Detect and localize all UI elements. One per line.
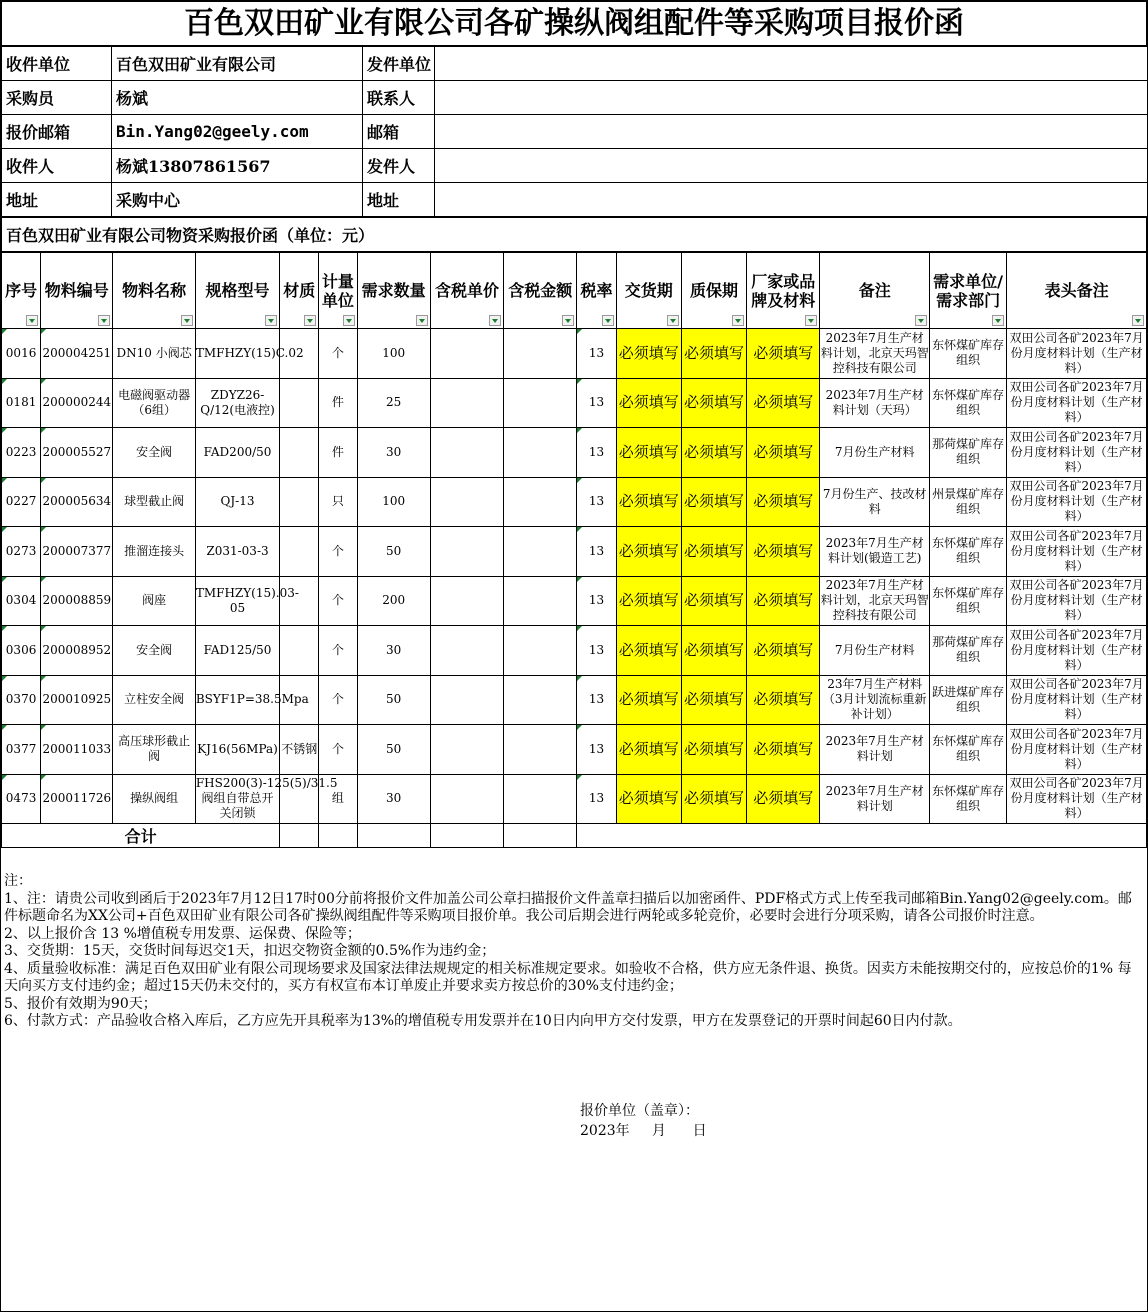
name-cell: 球型截止阀 <box>113 477 195 527</box>
table-row <box>2 576 1147 626</box>
header-label: 计量单位 <box>321 271 354 310</box>
material-cell <box>280 576 319 626</box>
total-label: 合计 <box>2 824 280 848</box>
notes-heading: 注： <box>4 873 32 889</box>
brand-input[interactable]: 必须填写 <box>747 477 820 527</box>
header-label: 物料名称 <box>122 281 187 300</box>
delivery-input[interactable]: 必须填写 <box>616 378 681 428</box>
header-remark-cell: 双田公司各矿2023年7月份月度材料计划（生产材料） <box>1007 477 1147 527</box>
amount-input[interactable] <box>504 576 577 626</box>
info-value: 百色双田矿业有限公司 <box>112 47 363 81</box>
info-row <box>2 115 1148 149</box>
unit-cell: 个 <box>319 576 357 626</box>
info-sender-input[interactable] <box>435 47 1148 81</box>
signature-block <box>580 1101 707 1141</box>
note-line: 5、报价有效期为90天； <box>4 995 157 1012</box>
info-value: 采购中心 <box>112 183 363 217</box>
dept-cell: 东怀煤矿库存组织 <box>929 725 1006 775</box>
filter-dropdown-icon[interactable] <box>667 315 679 326</box>
delivery-input[interactable]: 必须填写 <box>616 428 681 478</box>
name-cell: DN10 小阀芯 <box>113 329 195 379</box>
spec-cell: QJ-13 <box>195 477 279 527</box>
seq-cell: 0306 <box>2 626 41 676</box>
header-remark-cell: 双田公司各矿2023年7月份月度材料计划（生产材料） <box>1007 725 1147 775</box>
table-row <box>2 527 1147 577</box>
unit-cell: 个 <box>319 675 357 725</box>
seq-cell: 0273 <box>2 527 41 577</box>
info-label-sender: 地址 <box>363 183 435 217</box>
header-label: 厂家或品牌及材料 <box>751 271 816 310</box>
header-spec <box>195 253 279 329</box>
table-row <box>2 329 1147 379</box>
unit-price-input[interactable] <box>430 725 503 775</box>
qty-cell: 50 <box>357 527 430 577</box>
name-cell: 安全阀 <box>113 428 195 478</box>
qty-cell: 100 <box>357 477 430 527</box>
dept-cell: 东怀煤矿库存组织 <box>929 329 1006 379</box>
note-line: 2、以上报价含 13 %增值税专用发票、运保费、保险等； <box>4 925 361 942</box>
info-label: 收件单位 <box>2 47 112 81</box>
filter-dropdown-icon[interactable] <box>602 315 614 326</box>
header-remark-cell: 双田公司各矿2023年7月份月度材料计划（生产材料） <box>1007 576 1147 626</box>
header-remark-cell: 双田公司各矿2023年7月份月度材料计划（生产材料） <box>1007 675 1147 725</box>
amount-input[interactable] <box>504 725 577 775</box>
info-sender-input[interactable] <box>435 115 1148 149</box>
filter-dropdown-icon[interactable] <box>265 315 277 326</box>
total-row <box>2 824 1147 848</box>
header-label: 含税金额 <box>508 281 573 300</box>
name-cell: 高压球形截止阀 <box>113 725 195 775</box>
header-qty <box>357 253 430 329</box>
header-delivery <box>616 253 681 329</box>
dept-cell: 东怀煤矿库存组织 <box>929 527 1006 577</box>
filter-dropdown-icon[interactable] <box>98 315 110 326</box>
warranty-input[interactable]: 必须填写 <box>681 527 746 577</box>
material-cell <box>280 527 319 577</box>
amount-input[interactable] <box>504 477 577 527</box>
qty-cell: 30 <box>357 626 430 676</box>
info-label-sender: 发件单位 <box>363 47 435 81</box>
name-cell: 阀座 <box>113 576 195 626</box>
qty-cell: 50 <box>357 675 430 725</box>
info-label: 采购员 <box>2 81 112 115</box>
warranty-input[interactable]: 必须填写 <box>681 774 746 824</box>
code-cell: 200004251 <box>41 329 113 379</box>
header-code <box>41 253 113 329</box>
spec-cell: Z031-03-3 <box>195 527 279 577</box>
filter-dropdown-icon[interactable] <box>26 315 38 326</box>
tax-cell: 13 <box>577 675 616 725</box>
code-cell: 200010925 <box>41 675 113 725</box>
dept-cell: 跃进煤矿库存组织 <box>929 675 1006 725</box>
unit-cell: 个 <box>319 626 357 676</box>
remark-cell: 7月份生产材料 <box>820 626 929 676</box>
tax-cell: 13 <box>577 576 616 626</box>
table-subtitle: 百色双田矿业有限公司物资采购报价函（单位：元） <box>2 218 1147 252</box>
material-cell <box>280 329 319 379</box>
unit-cell: 只 <box>319 477 357 527</box>
amount-input[interactable] <box>504 527 577 577</box>
header-remark-cell: 双田公司各矿2023年7月份月度材料计划（生产材料） <box>1007 527 1147 577</box>
filter-dropdown-icon[interactable] <box>416 315 428 326</box>
remark-cell: 23年7月生产材料（3月计划流标重新补计划） <box>820 675 929 725</box>
quote-unit-label: 报价单位（盖章）： <box>580 1103 699 1119</box>
remark-cell: 2023年7月生产材料计划 <box>820 725 929 775</box>
filter-dropdown-icon[interactable] <box>304 315 316 326</box>
seq-cell: 0370 <box>2 675 41 725</box>
tax-cell: 13 <box>577 378 616 428</box>
code-cell: 200008952 <box>41 626 113 676</box>
name-cell: 立柱安全阀 <box>113 675 195 725</box>
header-brand <box>747 253 820 329</box>
signature-date: 2023年 月 日 <box>580 1123 707 1139</box>
info-row <box>2 183 1148 217</box>
header-remark-cell: 双田公司各矿2023年7月份月度材料计划（生产材料） <box>1007 378 1147 428</box>
filter-dropdown-icon[interactable] <box>805 315 817 326</box>
header-remark-cell: 双田公司各矿2023年7月份月度材料计划（生产材料） <box>1007 774 1147 824</box>
seq-cell: 0227 <box>2 477 41 527</box>
warranty-input[interactable]: 必须填写 <box>681 477 746 527</box>
unit-cell: 件 <box>319 428 357 478</box>
brand-input[interactable]: 必须填写 <box>747 725 820 775</box>
filter-dropdown-icon[interactable] <box>1132 315 1144 326</box>
amount-input[interactable] <box>504 428 577 478</box>
unit-price-input[interactable] <box>430 576 503 626</box>
code-cell: 200005527 <box>41 428 113 478</box>
seq-cell: 0223 <box>2 428 41 478</box>
seq-cell: 0377 <box>2 725 41 775</box>
header-tax <box>577 253 616 329</box>
delivery-input[interactable]: 必须填写 <box>616 477 681 527</box>
info-label-sender: 联系人 <box>363 81 435 115</box>
spec-cell: TMFHZY(15)C.02 <box>195 329 279 379</box>
table-row <box>2 774 1147 824</box>
remark-cell: 7月份生产材料 <box>820 428 929 478</box>
header-seq <box>2 253 41 329</box>
warranty-input[interactable]: 必须填写 <box>681 329 746 379</box>
unit-price-input[interactable] <box>430 675 503 725</box>
info-value: 杨斌13807861567 <box>112 149 363 183</box>
header-unit <box>319 253 357 329</box>
dept-cell: 州景煤矿库存组织 <box>929 477 1006 527</box>
header-amount <box>504 253 577 329</box>
header-label: 表头备注 <box>1044 281 1109 300</box>
filter-dropdown-icon[interactable] <box>732 315 744 326</box>
info-value: 杨斌 <box>112 81 363 115</box>
filter-dropdown-icon[interactable] <box>181 315 193 326</box>
tax-cell: 13 <box>577 725 616 775</box>
unit-price-input[interactable] <box>430 527 503 577</box>
brand-input[interactable]: 必须填写 <box>747 675 820 725</box>
header-material <box>280 253 319 329</box>
quotation-table <box>1 252 1147 848</box>
warranty-input[interactable]: 必须填写 <box>681 576 746 626</box>
filter-dropdown-icon[interactable] <box>343 315 355 326</box>
dept-cell: 东怀煤矿库存组织 <box>929 378 1006 428</box>
info-label-sender: 发件人 <box>363 149 435 183</box>
header-label: 交货期 <box>624 281 673 300</box>
table-row <box>2 725 1147 775</box>
header-label: 质保期 <box>690 281 739 300</box>
header-remark-cell: 双田公司各矿2023年7月份月度材料计划（生产材料） <box>1007 428 1147 478</box>
qty-cell: 25 <box>357 378 430 428</box>
seq-cell: 0473 <box>2 774 41 824</box>
header-label: 税率 <box>580 281 613 300</box>
delivery-input[interactable]: 必须填写 <box>616 626 681 676</box>
table-row <box>2 378 1147 428</box>
delivery-input[interactable]: 必须填写 <box>616 576 681 626</box>
code-cell: 200000244 <box>41 378 113 428</box>
material-cell <box>280 774 319 824</box>
spec-cell: FAD125/50 <box>195 626 279 676</box>
spec-cell: BSYF1P=38.5Mpa <box>195 675 279 725</box>
spec-cell: KJ16(56MPa) <box>195 725 279 775</box>
info-sender-input[interactable] <box>435 81 1148 115</box>
material-cell <box>280 675 319 725</box>
remark-cell: 2023年7月生产材料计划，北京天玛智控科技有限公司 <box>820 329 929 379</box>
table-row <box>2 626 1147 676</box>
delivery-input[interactable]: 必须填写 <box>616 329 681 379</box>
delivery-input[interactable]: 必须填写 <box>616 527 681 577</box>
amount-input[interactable] <box>504 774 577 824</box>
name-cell: 操纵阀组 <box>113 774 195 824</box>
header-label: 序号 <box>5 281 38 300</box>
remark-cell: 7月份生产、技改材料 <box>820 477 929 527</box>
filter-dropdown-icon[interactable] <box>992 315 1004 326</box>
filter-dropdown-icon[interactable] <box>915 315 927 326</box>
name-cell: 安全阀 <box>113 626 195 676</box>
info-value: Bin.Yang02@geely.com <box>112 115 363 149</box>
code-cell: 200007377 <box>41 527 113 577</box>
seq-cell: 0181 <box>2 378 41 428</box>
dept-cell: 那荷煤矿库存组织 <box>929 428 1006 478</box>
unit-cell: 个 <box>319 725 357 775</box>
info-label-sender: 邮箱 <box>363 115 435 149</box>
remark-cell: 2023年7月生产材料计划(锻造工艺) <box>820 527 929 577</box>
brand-input[interactable]: 必须填写 <box>747 428 820 478</box>
amount-input[interactable] <box>504 329 577 379</box>
qty-cell: 100 <box>357 329 430 379</box>
unit-cell: 个 <box>319 329 357 379</box>
filter-dropdown-icon[interactable] <box>562 315 574 326</box>
amount-input[interactable] <box>504 626 577 676</box>
note-line: 3、交货期：15天，交货时间每迟交1天，扣迟交物资金额的0.5%作为违约金； <box>4 943 496 959</box>
seq-cell: 0016 <box>2 329 41 379</box>
header-dept <box>929 253 1006 329</box>
unit-price-input[interactable] <box>430 774 503 824</box>
unit-price-input[interactable] <box>430 329 503 379</box>
tax-cell: 13 <box>577 329 616 379</box>
header-warranty <box>681 253 746 329</box>
info-table <box>1 46 1148 217</box>
spec-cell: TMFHZY(15).03-05 <box>195 576 279 626</box>
note-line: 4、质量验收标准：满足百色双田矿业有限公司现场要求及国家法律法规规定的相关标准规定要求。如验收不合格，供方应无条件退、换货。因卖方未能按期交付的，应按总价的1% 每天向买方支付违约金；超过15天仍未交付的，买方有权宣布本订单废止并要求卖方按总价的30%支付违约金； <box>4 960 1132 994</box>
header-name <box>113 253 195 329</box>
table-row <box>2 477 1147 527</box>
code-cell: 200008859 <box>41 576 113 626</box>
info-sender-input[interactable] <box>435 149 1148 183</box>
header-label: 材质 <box>283 281 316 300</box>
remark-cell: 2023年7月生产材料计划 <box>820 774 929 824</box>
delivery-input[interactable]: 必须填写 <box>616 774 681 824</box>
unit-cell: 件 <box>319 378 357 428</box>
name-cell: 电磁阀驱动器（6组） <box>113 378 195 428</box>
code-cell: 200005634 <box>41 477 113 527</box>
note-line: 6、付款方式：产品验收合格入库后，乙方应先开具税率为13%的增值税专用发票并在10日内向甲方交付发票，甲方在发票登记的开票时间起60日内付款。 <box>4 1013 962 1029</box>
info-sender-input[interactable] <box>435 183 1148 217</box>
table-row <box>2 675 1147 725</box>
warranty-input[interactable]: 必须填写 <box>681 378 746 428</box>
info-label: 收件人 <box>2 149 112 183</box>
filter-dropdown-icon[interactable] <box>489 315 501 326</box>
remark-cell: 2023年7月生产材料计划（天玛） <box>820 378 929 428</box>
tax-cell: 13 <box>577 477 616 527</box>
qty-cell: 50 <box>357 725 430 775</box>
header-remark-cell: 双田公司各矿2023年7月份月度材料计划（生产材料） <box>1007 626 1147 676</box>
subtitle-table <box>1 217 1147 252</box>
header-remark-cell: 双田公司各矿2023年7月份月度材料计划（生产材料） <box>1007 329 1147 379</box>
amount-input[interactable] <box>504 675 577 725</box>
code-cell: 200011033 <box>41 725 113 775</box>
unit-price-input[interactable] <box>430 477 503 527</box>
spec-cell: FAD200/50 <box>195 428 279 478</box>
title-table <box>1 1 1147 46</box>
info-row <box>2 47 1148 81</box>
warranty-input[interactable]: 必须填写 <box>681 675 746 725</box>
header-label: 需求数量 <box>361 281 426 300</box>
remark-cell: 2023年7月生产材料计划，北京天玛智控科技有限公司 <box>820 576 929 626</box>
page-title: 百色双田矿业有限公司各矿操纵阀组配件等采购项目报价函 <box>2 2 1147 46</box>
total-amount-cell[interactable] <box>504 824 577 848</box>
code-cell: 200011726 <box>41 774 113 824</box>
header-remark <box>820 253 929 329</box>
amount-input[interactable] <box>504 378 577 428</box>
header-header-remark <box>1007 253 1147 329</box>
qty-cell: 30 <box>357 428 430 478</box>
dept-cell: 那荷煤矿库存组织 <box>929 626 1006 676</box>
spec-cell: ZDYZ26-Q/12(电液控) <box>195 378 279 428</box>
brand-input[interactable]: 必须填写 <box>747 378 820 428</box>
material-cell <box>280 378 319 428</box>
note-line: 1、注：请贵公司收到函后于2023年7月12日17时00分前将报价文件加盖公司公章扫描报价文件盖章扫描后以加密函件、PDF格式方式上传至我司邮箱Bin.Yang02@geely.com。邮件标题命名为XX公司+百色双田矿业有限公司各矿操纵阀组配件等采购项目报价单。我公司后期会进行两轮或多轮竞价，必要时会进行分项采购，请各公司报价时注意。 <box>4 890 1132 924</box>
brand-input[interactable]: 必须填写 <box>747 576 820 626</box>
name-cell: 推溜连接头 <box>113 527 195 577</box>
header-price <box>430 253 503 329</box>
info-label: 地址 <box>2 183 112 217</box>
header-label: 规格型号 <box>205 281 270 300</box>
unit-price-input[interactable] <box>430 428 503 478</box>
unit-cell: 组 <box>319 774 357 824</box>
info-row <box>2 81 1148 115</box>
info-row <box>2 149 1148 183</box>
material-cell <box>280 428 319 478</box>
warranty-input[interactable]: 必须填写 <box>681 725 746 775</box>
tax-cell: 13 <box>577 428 616 478</box>
header-label: 含税单价 <box>434 281 499 300</box>
spec-cell: FHS200(3)-125(5)/31.5阀组自带总开关闭锁 <box>195 774 279 824</box>
brand-input[interactable]: 必须填写 <box>747 527 820 577</box>
dept-cell: 东怀煤矿库存组织 <box>929 576 1006 626</box>
unit-cell: 个 <box>319 527 357 577</box>
table-row <box>2 428 1147 478</box>
tax-cell: 13 <box>577 527 616 577</box>
header-label: 备注 <box>858 281 891 300</box>
brand-input[interactable]: 必须填写 <box>747 329 820 379</box>
header-label: 需求单位/需求部门 <box>933 271 1004 310</box>
seq-cell: 0304 <box>2 576 41 626</box>
material-cell <box>280 477 319 527</box>
info-label: 报价邮箱 <box>2 115 112 149</box>
delivery-input[interactable]: 必须填写 <box>616 675 681 725</box>
notes-section <box>4 873 1144 1031</box>
qty-cell: 30 <box>357 774 430 824</box>
header-label: 物料编号 <box>44 281 109 300</box>
warranty-input[interactable]: 必须填写 <box>681 428 746 478</box>
dept-cell: 东怀煤矿库存组织 <box>929 774 1006 824</box>
warranty-input[interactable]: 必须填写 <box>681 626 746 676</box>
material-cell: 不锈钢 <box>280 725 319 775</box>
unit-price-input[interactable] <box>430 378 503 428</box>
delivery-input[interactable]: 必须填写 <box>616 725 681 775</box>
brand-input[interactable]: 必须填写 <box>747 774 820 824</box>
material-cell <box>280 626 319 676</box>
brand-input[interactable]: 必须填写 <box>747 626 820 676</box>
tax-cell: 13 <box>577 774 616 824</box>
qty-cell: 200 <box>357 576 430 626</box>
tax-cell: 13 <box>577 626 616 676</box>
unit-price-input[interactable] <box>430 626 503 676</box>
